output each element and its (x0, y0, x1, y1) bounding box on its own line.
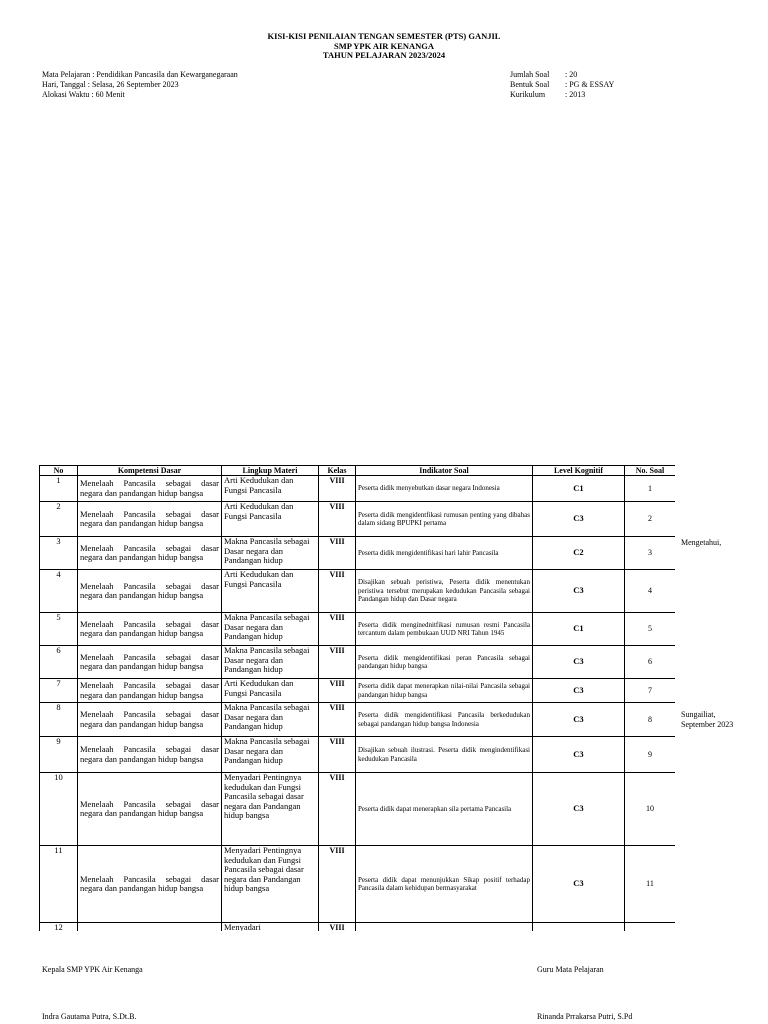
header-kompetensi-dasar: Kompetensi Dasar (78, 466, 222, 476)
cell-kelas: VIII (319, 613, 356, 646)
cell-lingkup-materi: Menyadari (222, 923, 319, 932)
cell-lingkup-materi: Makna Pancasila sebagai Dasar negara dan Pandangan hidup (222, 613, 319, 646)
meta-question-count: Jumlah Soal : 20 (510, 70, 578, 79)
cell-no-soal: 5 (625, 613, 676, 646)
cell-lingkup-materi: Makna Pancasila sebagai Dasar negara dan Pandangan hidup (222, 537, 319, 570)
cell-kelas: VIII (319, 537, 356, 570)
cell-level-kognitif: C3 (533, 570, 625, 613)
header-year: TAHUN PELAJARAN 2023/2024 (322, 50, 446, 60)
header-lingkup-materi: Lingkup Materi (222, 466, 319, 476)
table-row (40, 613, 676, 646)
cell-indikator-soal: Peserta didik mengidentifikasi Pancasila berkedudukan sebagai pandangan hidup bangsa Indonesia (356, 703, 533, 737)
signature-teacher-title: Guru Mata Pelajaran (537, 965, 604, 974)
cell-kelas: VIII (319, 679, 356, 703)
header-no-soal: No. Soal (625, 466, 676, 476)
cell-lingkup-materi: Arti Kedudukan dan Fungsi Pancasila (222, 502, 319, 537)
cell-indikator-soal: Disajikan sebuah peristiwa, Peserta didik menentukan peristiwa tersebut merupakan kedudukan Pancasila sebagai Pandangan hidup dan Dasar negara (356, 570, 533, 613)
kisi-kisi-table (39, 465, 675, 931)
cell-no: 1 (40, 476, 78, 502)
table-body (40, 476, 676, 932)
table-row (40, 570, 676, 613)
cell-kompetensi-dasar: Menelaah Pancasila sebagai dasar negara dan pandangan hidup bangsa (78, 846, 222, 923)
cell-lingkup-materi: Menyadari Pentingnya kedudukan dan Fungsi Pancasila sebagai dasar negara dan Pandangan hidup bangsa (222, 846, 319, 923)
cell-lingkup-materi: Arti Kedudukan dan Fungsi Pancasila (222, 570, 319, 613)
table-row (40, 537, 676, 570)
meta-right (510, 70, 614, 100)
signature-teacher-name: Rinanda Prrakarsa Putri, S.Pd (537, 1012, 633, 1021)
table-row (40, 679, 676, 703)
cell-indikator-soal: Peserta didik mengidentfikasi rumusan penting yang dibahas dalam sidang BPUPKI pertama (356, 502, 533, 537)
cell-no-soal: 11 (625, 846, 676, 923)
cell-indikator-soal: Disajikan sebuah ilustrasi. Peserta didik mengindentifikasi kedudukan Pancasila (356, 737, 533, 773)
cell-indikator-soal: Peserta didik menginednitfikasi rumusan resmi Pancasila tercantum dalam pembukaan UUD NRI Tahun 1945 (356, 613, 533, 646)
cell-no-soal (625, 923, 676, 932)
cell-level-kognitif: C3 (533, 773, 625, 846)
cell-no-soal: 4 (625, 570, 676, 613)
cell-indikator-soal: Peserta didik dapat menunjukkan Sikap positif terhadap Pancasila dalam kehidupan bermasyarakat (356, 846, 533, 923)
cell-lingkup-materi: Arti Kedudukan dan Fungsi Pancasila (222, 476, 319, 502)
signature-principal-title: Kepala SMP YPK Air Kenanga (42, 965, 143, 974)
cell-lingkup-materi: Makna Pancasila sebagai Dasar negara dan Pandangan hidup (222, 737, 319, 773)
cell-kompetensi-dasar: Menelaah Pancasila sebagai dasar negara dan pandangan hidup bangsa (78, 703, 222, 737)
cell-kelas: VIII (319, 703, 356, 737)
cell-no-soal: 1 (625, 476, 676, 502)
meta-date: Hari, Tanggal : Selasa, 26 September 2023 (42, 80, 179, 89)
table-row (40, 773, 676, 846)
cell-level-kognitif: C1 (533, 613, 625, 646)
header-kelas: Kelas (319, 466, 356, 476)
table-row (40, 476, 676, 502)
cell-level-kognitif: C1 (533, 476, 625, 502)
table-row (40, 703, 676, 737)
meta-question-type: Bentuk Soal : PG & ESSAY (510, 80, 615, 89)
cell-no: 11 (40, 846, 78, 923)
cell-no-soal: 10 (625, 773, 676, 846)
meta-curriculum: Kurikulum : 2013 (510, 90, 586, 99)
cell-lingkup-materi: Makna Pancasila sebagai Dasar negara dan Pandangan hidup (222, 703, 319, 737)
cell-no-soal: 7 (625, 679, 676, 703)
cell-kompetensi-dasar: Menelaah Pancasila sebagai dasar negara dan pandangan hidup bangsa (78, 476, 222, 502)
cell-kompetensi-dasar: Menelaah Pancasila sebagai dasar negara dan pandangan hidup bangsa (78, 613, 222, 646)
cell-indikator-soal: Peserta didik dapat menerapkan nilai-nilai Pancasila sebagai pandangan hidup bangsa (356, 679, 533, 703)
cell-no-soal: 3 (625, 537, 676, 570)
header-title: KISI-KISI PENILAIAN TENGAN SEMESTER (PTS) GANJIL (267, 31, 501, 41)
cell-no: 7 (40, 679, 78, 703)
cell-level-kognitif: C3 (533, 679, 625, 703)
table-row (40, 502, 676, 537)
table-row (40, 923, 676, 932)
cell-kelas: VIII (319, 773, 356, 846)
kisi-kisi-table-wrapper (39, 465, 675, 931)
cell-no-soal: 2 (625, 502, 676, 537)
cell-kompetensi-dasar: Menelaah Pancasila sebagai dasar negara dan pandangan hidup bangsa (78, 502, 222, 537)
header-school: SMP YPK AIR KENANGA (333, 40, 435, 51)
cell-no: 10 (40, 773, 78, 846)
cell-level-kognitif: C3 (533, 703, 625, 737)
cell-no-soal: 8 (625, 703, 676, 737)
cell-kompetensi-dasar: Menelaah Pancasila sebagai dasar negara dan pandangan hidup bangsa (78, 679, 222, 703)
cell-kompetensi-dasar (78, 923, 222, 932)
side-note-place-date: Sungailiat, September 2023 (681, 710, 734, 729)
meta-duration: Alokasi Waktu : 60 Menit (42, 90, 125, 99)
cell-kompetensi-dasar: Menelaah Pancasila sebagai dasar negara dan pandangan hidup bangsa (78, 570, 222, 613)
cell-kompetensi-dasar: Menelaah Pancasila sebagai dasar negara dan pandangan hidup bangsa (78, 737, 222, 773)
cell-lingkup-materi: Makna Pancasila sebagai Dasar negara dan Pandangan hidup (222, 646, 319, 679)
cell-indikator-soal: Peserta didik mengidentifikasi peran Pancasila sebagai pandangan hidup bangsa (356, 646, 533, 679)
cell-kelas: VIII (319, 737, 356, 773)
cell-no: 5 (40, 613, 78, 646)
cell-kompetensi-dasar: Menelaah Pancasila sebagai dasar negara dan pandangan hidup bangsa (78, 537, 222, 570)
cell-no: 9 (40, 737, 78, 773)
header-level-kognitif: Level Kognitif (533, 466, 625, 476)
cell-lingkup-materi: Arti Kedudukan dan Fungsi Pancasila (222, 679, 319, 703)
cell-kompetensi-dasar: Menelaah Pancasila sebagai dasar negara dan pandangan hidup bangsa (78, 773, 222, 846)
cell-kelas: VIII (319, 570, 356, 613)
cell-indikator-soal: Peserta didik dapat menerapkan sila pertama Pancasila (356, 773, 533, 846)
cell-level-kognitif: C2 (533, 537, 625, 570)
cell-no: 8 (40, 703, 78, 737)
document-header (0, 32, 768, 61)
cell-kompetensi-dasar: Menelaah Pancasila sebagai dasar negara dan pandangan hidup bangsa (78, 646, 222, 679)
cell-level-kognitif (533, 923, 625, 932)
cell-no: 12 (40, 923, 78, 932)
signature-principal-name: Indra Gautama Putra, S.Dt.B. (42, 1012, 137, 1021)
cell-kelas: VIII (319, 476, 356, 502)
cell-indikator-soal: Peserta didik mengidentifikasi hari lahir Pancasila (356, 537, 533, 570)
cell-kelas: VIII (319, 646, 356, 679)
cell-no-soal: 9 (625, 737, 676, 773)
table-row (40, 646, 676, 679)
cell-lingkup-materi: Menyadari Pentingnya kedudukan dan Fungsi Pancasila sebagai dasar negara dan Pandangan hidup bangsa (222, 773, 319, 846)
cell-kelas: VIII (319, 846, 356, 923)
cell-level-kognitif: C3 (533, 646, 625, 679)
header-indikator-soal: Indikator Soal (356, 466, 533, 476)
cell-no: 2 (40, 502, 78, 537)
cell-kelas: VIII (319, 923, 356, 932)
cell-indikator-soal: Peserta didik menyebutkan dasar negara Indonesia (356, 476, 533, 502)
cell-kelas: VIII (319, 502, 356, 537)
cell-no-soal: 6 (625, 646, 676, 679)
cell-level-kognitif: C3 (533, 502, 625, 537)
table-row (40, 846, 676, 923)
cell-no: 3 (40, 537, 78, 570)
header-no: No (40, 466, 78, 476)
side-note-mengetahui: Mengetahui, (681, 538, 722, 547)
cell-indikator-soal (356, 923, 533, 932)
cell-level-kognitif: C3 (533, 737, 625, 773)
table-row (40, 737, 676, 773)
cell-level-kognitif: C3 (533, 846, 625, 923)
table-header-row (40, 466, 676, 476)
cell-no: 6 (40, 646, 78, 679)
meta-left (42, 70, 238, 100)
cell-no: 4 (40, 570, 78, 613)
meta-subject: Mata Pelajaran : Pendidikan Pancasila dan Kewarganegaraan (42, 70, 238, 79)
